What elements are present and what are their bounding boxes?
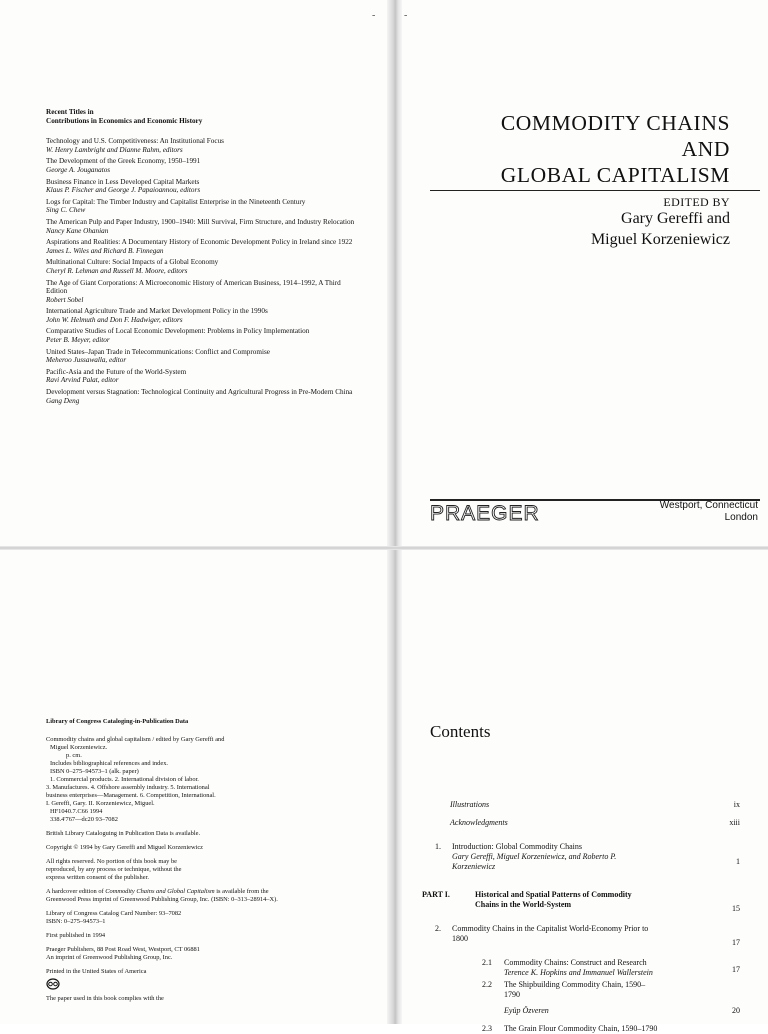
toc-entry: 2.3 The Grain Flour Commodity Chain, 1590–1790 bbox=[482, 1024, 658, 1033]
title-page bbox=[402, 0, 768, 546]
toc-entry: 2. Commodity Chains in the Capitalist World-Economy Prior to 1800 17 bbox=[435, 924, 740, 947]
recycled-paper-icon bbox=[46, 978, 60, 993]
contents-page bbox=[402, 550, 768, 1033]
book-gutter bbox=[387, 0, 402, 1024]
list-item: Logs for Capital: The Timber Industry and Capitalist Enterprise in the Nineteenth Century Sing C. Chew bbox=[46, 197, 306, 215]
british-cip: British Library Cataloguing in Publication Data is available. bbox=[46, 830, 201, 837]
list-item: Comparative Studies of Local Economic Development: Problems in Policy Implementation Peter B. Meyer, editor bbox=[46, 327, 310, 345]
list-item: Business Finance in Less Developed Capital Markets Klaus P. Fischer and George J. Papaioannou, editors bbox=[46, 177, 201, 195]
toc-entry: Acknowledgments xiii bbox=[450, 818, 740, 827]
toc-part-entry: PART I. Historical and Spatial Patterns of Commodity Chains in the World-System 15 bbox=[422, 890, 740, 913]
page-split bbox=[0, 546, 768, 550]
toc-entry: 2.2 The Shipbuilding Commodity Chain, 1590– 1790 Eyüp Özveren 20 bbox=[482, 980, 740, 1015]
toc-entry: 1. Introduction: Global Commodity Chains Gary Gereffi, Miguel Korzeniewicz, and Roberto P. Korzeniewicz 1 bbox=[435, 842, 740, 871]
recent-titles-list bbox=[46, 108, 356, 408]
list-item: The Development of the Greek Economy, 1950–1991 George A. Jouganatos bbox=[46, 157, 201, 174]
page-mark: - bbox=[372, 10, 376, 21]
list-item: United States–Japan Trade in Telecommunications: Conflict and Compromise Meheroo Jussawalla, editor bbox=[46, 347, 270, 365]
publisher-places: Westport, Connecticut London bbox=[659, 500, 758, 523]
list-item: The American Pulp and Paper Industry, 1900–1940: Mill Survival, Firm Structure, and Industry Relocation Nancy Kane Ohanian bbox=[46, 217, 355, 235]
copyright-line: Copyright © 1994 by Gary Gereffi and Miguel Korzeniewicz bbox=[46, 844, 204, 851]
recent-titles-heading: Recent Titles in Contributions in Economics and Economic History bbox=[46, 108, 203, 125]
hardcover-note: A hardcover edition of Commodity Chains and Global Capitalism is available from the bbox=[46, 888, 269, 895]
cip-heading: Library of Congress Cataloging-in-Publication Data bbox=[46, 718, 189, 725]
list-item: The Age of Giant Corporations: A Microeconomic History of American Business, 1914–1992, A Third Edition Robert Sobel bbox=[46, 278, 341, 304]
list-item: Aspirations and Realities: A Documentary History of Economic Development Policy in Ireland since 1922 James L. Wiles and Richard B. Finnegan bbox=[46, 238, 353, 255]
contents-heading: Contents bbox=[430, 722, 491, 741]
left-page-top bbox=[0, 0, 387, 546]
list-item: Multinational Culture: Social Impacts of a Global Economy Cheryl R. Lehman and Russell M. Moore, editors bbox=[46, 258, 219, 275]
list-item: Development versus Stagnation: Technological Continuity and Agricultural Progress in Pre-Modern China Gang Deng bbox=[46, 388, 353, 405]
cataloging-data: Library of Congress Cataloging-in-Publication Data Commodity chains and global capitalism / edited by Gary Gereffi and Miguel Korzeniewicz. p. cm. Includes bibliographical references and index. ISBN 0–275–94573–1 (alk. paper) 1. Commercial products. 2. International division of labor. 3. Manufactures. 4. Offshore assembly industry. 5. International business enterprises—Management. 6. Competition, International. I. Gereffi, Gary. II. Korzeniewicz, Miguel. HF1040.7.C66 1994 338.4'767—dc20 93–7082 British Library Cataloguing in Publication Data is available. Copyright © 1994 by Gary Gereffi and Miguel Korzeniewicz All rights reserved. No portion of this book may be reproduced, by any process or technique, without the express written consent of the publisher. A hardcover edition of Commodity Chains and Global Capitalism is available from the Greenwood Press imprint of Greenwood Publishing Group, Inc. (ISBN: 0–313–28914–X). Library of Congress Catalog Card Number: 93–7082 ISBN: 0–275–94573–1 First published in 1994 Praeger Publishers, 88 Post Road West, Westport, CT 06881 An imprint of Greenwood Publishing Group, Inc. Printed in the United States of America The paper used in this book complies with the bbox=[46, 718, 366, 1003]
page-mark: - bbox=[404, 10, 408, 21]
book-title: COMMODITY CHAINS AND GLOBAL CAPITALISM bbox=[500, 111, 730, 187]
editors: Gary Gereffi and Miguel Korzeniewicz bbox=[590, 210, 730, 248]
list-item: Pacific-Asia and the Future of the World-System Ravi Arvind Palat, editor bbox=[46, 367, 187, 385]
copyright-page bbox=[0, 550, 387, 1024]
toc-entry: 2.1 Commodity Chains: Construct and Research Terence K. Hopkins and Immanuel Wallerstein 17 bbox=[482, 958, 740, 977]
publisher-logo: PRAEGER bbox=[430, 502, 540, 525]
list-item: International Agriculture Trade and Market Development Policy in the 1990s John W. Helmuth and Don F. Hadwiger, editors bbox=[46, 307, 268, 324]
list-item: Technology and U.S. Competitiveness: An Institutional Focus W. Henry Lambright and Dianne Rahm, editors bbox=[46, 137, 224, 154]
toc-entry: Illustrations ix bbox=[450, 800, 740, 809]
edited-by-label: EDITED BY bbox=[663, 195, 730, 209]
title-divider bbox=[430, 190, 760, 191]
